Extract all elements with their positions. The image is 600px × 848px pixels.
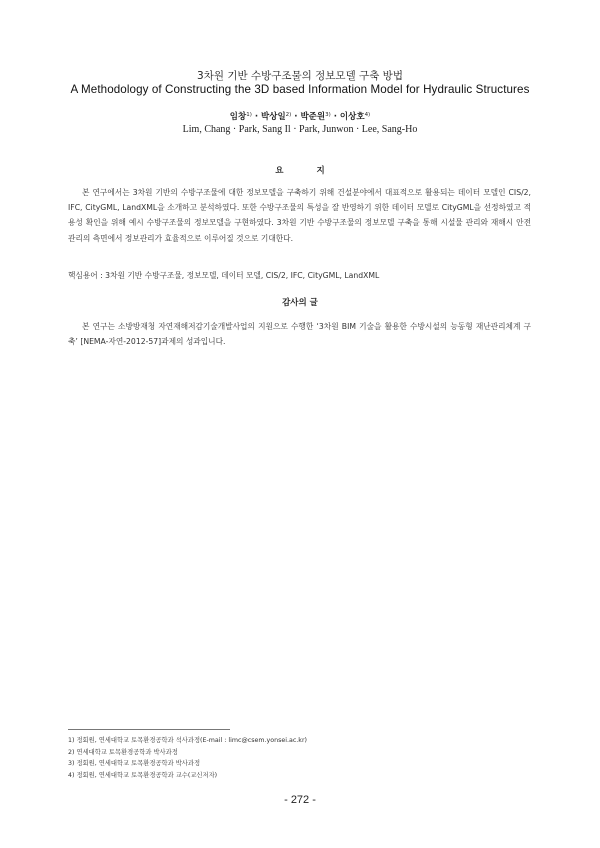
page-number: - 272 - xyxy=(284,794,316,806)
footnote-2: 2) 연세대학교 토목환경공학과 박사과정 xyxy=(68,748,178,756)
author-separator: · xyxy=(291,112,301,122)
author-1-mark: 1) xyxy=(246,112,252,118)
author-3-name: 박준원 xyxy=(300,112,326,122)
authors-english: Lim, Chang · Park, Sang Il · Park, Junwon · Lee, Sang-Ho xyxy=(182,124,418,135)
author-separator: · xyxy=(251,112,262,122)
author-1-name: 임창 xyxy=(229,112,247,122)
author-4-name: 이상호 xyxy=(339,112,365,122)
footnote-1: 1) 정회원, 연세대학교 토목환경공학과 석사과정(E-mail : limc@csem.yonsei.ac.kr) xyxy=(68,737,308,744)
acknowledgement-text: 본 연구는 소방방재청 자연재해저감기술개발사업의 지원으로 수행한 ‘3차원 BIM 기술을 활용한 수방시설의 능동형 재난관리체계 구축’ [NEMA-자연-2012-57]과제의 성과입니다. xyxy=(68,322,531,347)
footnote-divider xyxy=(68,729,230,730)
author-3-mark: 3) xyxy=(325,112,331,118)
footnotes xyxy=(68,735,531,781)
author-separator: · xyxy=(330,112,340,122)
acknowledgement-heading: 감사의 글 xyxy=(282,298,318,308)
abstract-heading: 요 지 xyxy=(275,166,325,176)
keywords: 핵심용어 : 3차원 기반 수방구조물, 정보모델, 데이터 모델, CIS/2, IFC, CityGML, LandXML xyxy=(68,271,380,280)
title-english: A Methodology of Constructing the 3D based Information Model for Hydraulic Structures xyxy=(70,83,530,96)
footnote-3: 3) 정회원, 연세대학교 토목환경공학과 박사과정 xyxy=(68,760,201,768)
author-4-mark: 4) xyxy=(364,112,371,118)
abstract-text: 본 연구에서는 3차원 기반의 수방구조물에 대한 정보모델을 구축하기 위해 건설분야에서 대표적으로 활용되는 데이터 모델인 CIS/2, IFC, CityGML, LandXML을 소개하고 분석하였다. 또한 수방구조물의 특성을 잘 반영하기 위한 데이터 모델로 CityGML을 선정하였고 적용성 확인을 위해 예시 수방구조물의 정보모델을 구현하였다. 3차원 기반 수방구조물의 정보모델 구축을 통해 시설물 관리와 재해시 안전 관리의 측면에서 정보관리가 효율적으로 이루어질 것으로 기대한다. xyxy=(68,188,531,243)
authors-korean xyxy=(0,110,600,122)
title-korean: 3차원 기반 수방구조물의 정보모델 구축 방법 xyxy=(197,70,403,82)
author-2-name: 박상일 xyxy=(261,112,286,122)
footnote-4: 4) 정회원, 연세대학교 토목환경공학과 교수(교신저자) xyxy=(68,771,218,779)
author-2-mark: 2) xyxy=(285,112,292,118)
